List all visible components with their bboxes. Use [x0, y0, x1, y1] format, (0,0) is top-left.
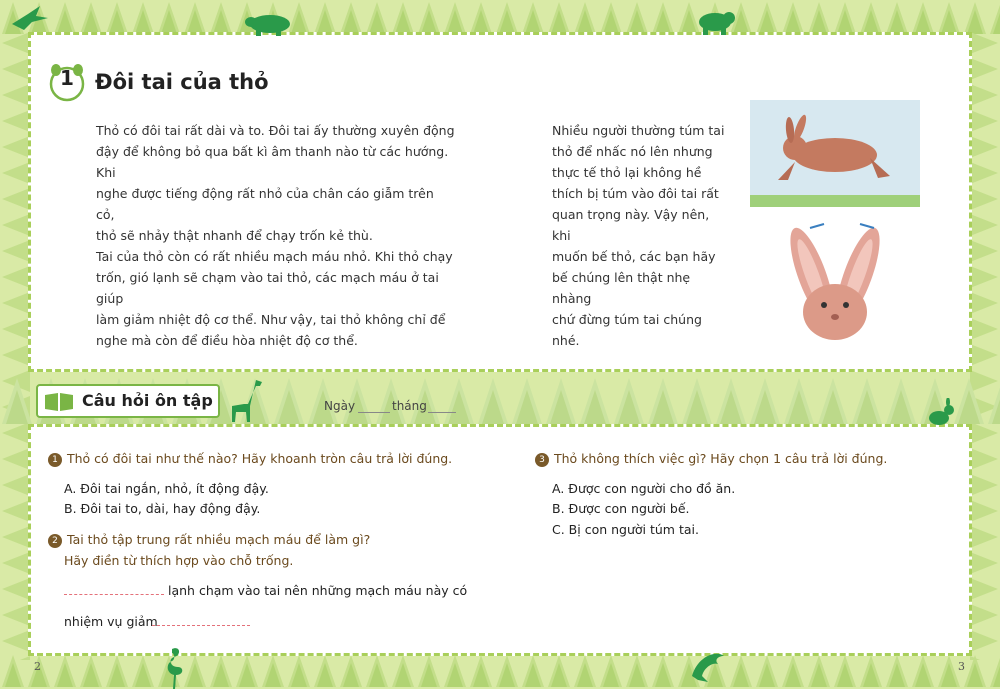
lesson-number: 1 — [60, 66, 74, 90]
q1-option-b[interactable]: B. Đôi tai to, dài, hay động đậy. — [64, 501, 261, 516]
bear-icon — [693, 8, 735, 36]
paragraph-line: thích bị túm vào đôi tai rất — [552, 186, 719, 201]
q2-blank-1[interactable] — [64, 594, 164, 595]
paragraph-line: Nhiều người thường túm tai — [552, 123, 725, 138]
question-number: 2 — [48, 534, 62, 548]
paragraph-line: làm giảm nhiệt độ cơ thể. Như vậy, tai thỏ không chỉ để — [96, 312, 446, 327]
question-number: 1 — [48, 453, 62, 467]
question-2-subtext: Hãy điền từ thích hợp vào chỗ trống. — [64, 553, 294, 568]
date-day-blank[interactable] — [358, 412, 390, 413]
paragraph-line: thỏ sẽ nhảy thật nhanh để chạy trốn kẻ thù. — [96, 228, 373, 243]
question-1 — [48, 448, 452, 469]
date-month-blank[interactable] — [428, 412, 456, 413]
q1-option-a[interactable]: A. Đôi tai ngắn, nhỏ, ít động đậy. — [64, 481, 269, 496]
question-text: Tai thỏ tập trung rất nhiều mạch máu để làm gì? — [67, 532, 371, 547]
flamingo-icon — [162, 645, 190, 689]
q2-fill-line-1: lạnh chạm vào tai nên những mạch máu này có — [168, 583, 468, 598]
q2-fill-line-2: nhiệm vụ giảm — [64, 614, 158, 629]
question-number: 3 — [535, 453, 549, 467]
lesson-paragraph-right — [552, 120, 730, 351]
question-text: Thỏ có đôi tai như thế nào? Hãy khoanh tròn câu trả lời đúng. — [67, 451, 453, 466]
question-2 — [48, 529, 370, 550]
hippo-icon — [244, 12, 294, 36]
q3-option-b[interactable]: B. Được con người bế. — [552, 501, 690, 516]
date-day-label: Ngày — [324, 399, 356, 413]
tree-border-bottom-icon — [0, 653, 1000, 689]
rabbit-illustration — [750, 100, 925, 345]
q2-blank-2[interactable] — [152, 625, 250, 626]
review-title: Câu hỏi ôn tập — [82, 391, 213, 410]
paragraph-line: muốn bế thỏ, các bạn hãy — [552, 249, 716, 264]
bird-icon — [10, 4, 50, 32]
paragraph-line: Thỏ có đôi tai rất dài và to. Đôi tai ấy thường xuyên động — [96, 123, 455, 138]
paragraph-line: nghe mà còn để điều hòa nhiệt độ cơ thể. — [96, 333, 358, 348]
page-number-right: 3 — [958, 660, 965, 673]
question-text: Thỏ không thích việc gì? Hãy chọn 1 câu trả lời đúng. — [554, 451, 888, 466]
tree-border-left-icon — [0, 30, 30, 660]
page-number-left: 2 — [34, 660, 41, 673]
date-month-label: tháng — [392, 399, 427, 413]
q3-option-a[interactable]: A. Được con người cho đồ ăn. — [552, 481, 736, 496]
paragraph-line: đậy để không bỏ qua bất kì âm thanh nào từ các hướng. Khi — [96, 144, 449, 180]
dolphin-icon — [688, 646, 728, 686]
paragraph-line: chứ đừng túm tai chúng nhé. — [552, 312, 702, 348]
paragraph-line: trốn, gió lạnh sẽ chạm vào tai thỏ, các mạch máu ở tai giúp — [96, 270, 439, 306]
paragraph-line: bế chúng lên thật nhẹ nhàng — [552, 270, 691, 306]
rabbit-icon — [925, 398, 955, 426]
book-icon — [44, 392, 74, 412]
lesson-title: Đôi tai của thỏ — [95, 70, 269, 94]
paragraph-line: Tai của thỏ còn có rất nhiều mạch máu nhỏ. Khi thỏ chạy — [96, 249, 453, 264]
tree-border-top-icon — [0, 0, 1000, 36]
q3-option-c[interactable]: C. Bị con người túm tai. — [552, 522, 699, 537]
lesson-paragraph-left — [96, 120, 456, 351]
paragraph-line: nghe được tiếng động rất nhỏ của chân cáo giẫm trên cỏ, — [96, 186, 434, 222]
question-3 — [535, 448, 887, 469]
giraffe-icon — [226, 378, 268, 424]
paragraph-line: quan trọng này. Vậy nên, khi — [552, 207, 710, 243]
tree-border-right-icon — [970, 30, 1000, 660]
paragraph-line: thỏ để nhấc nó lên nhưng — [552, 144, 713, 159]
paragraph-line: thực tế thỏ lại không hề — [552, 165, 702, 180]
